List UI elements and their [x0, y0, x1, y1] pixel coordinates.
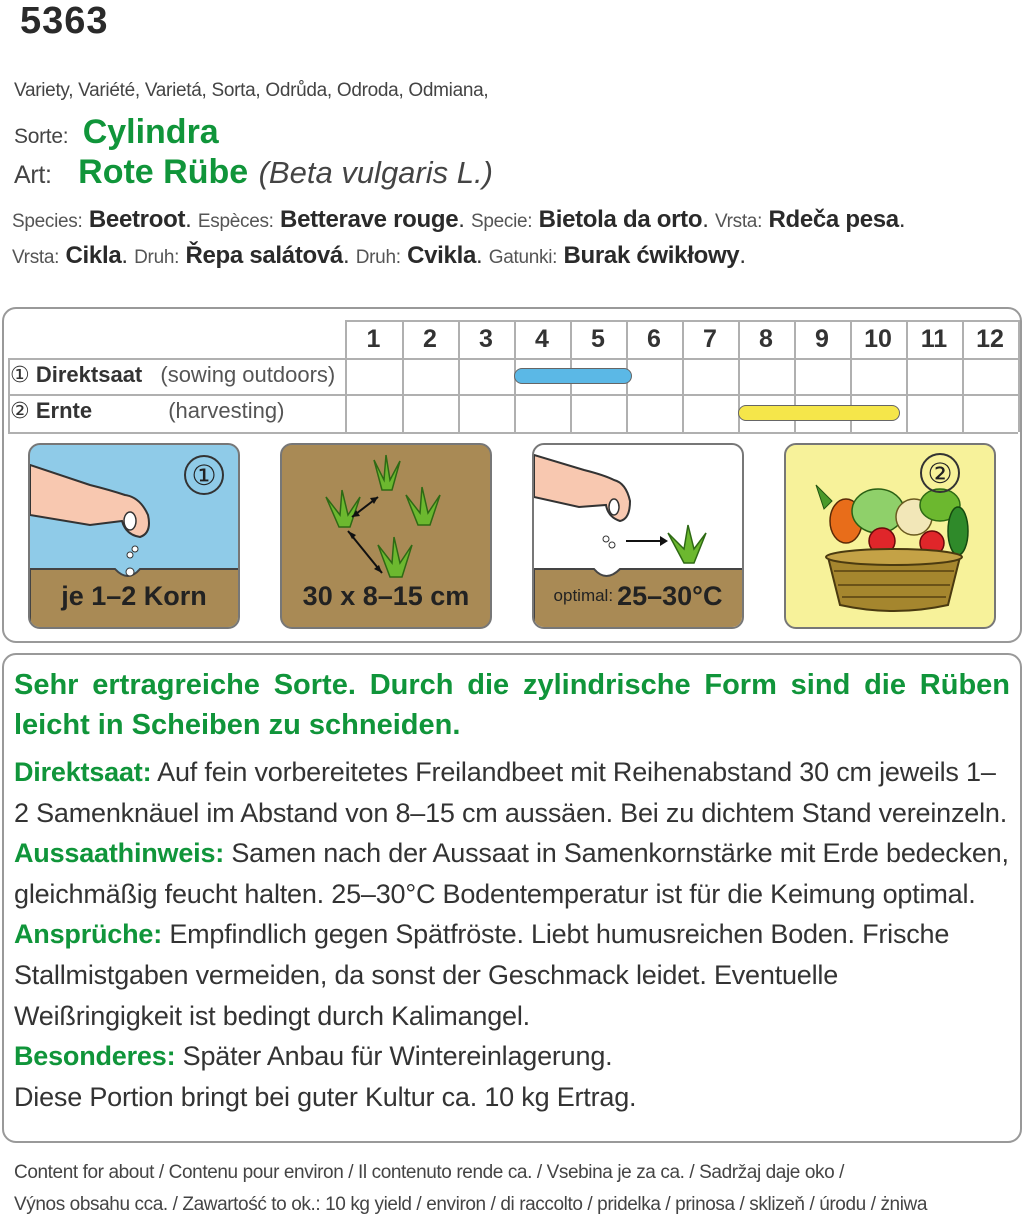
month-header: 7 [703, 324, 717, 353]
species-value: Rdeča pesa [768, 206, 899, 233]
tile-caption: 30 x 8–15 cm [302, 580, 470, 611]
tile-spacing [280, 443, 492, 629]
aussaat-label: Aussaathinweis: [14, 838, 225, 869]
content-footer [14, 1157, 927, 1219]
species-value: Beetroot [88, 206, 186, 233]
description-body [14, 752, 1010, 1117]
grid-hline [8, 358, 1018, 360]
grid-vline [345, 320, 347, 432]
grid-vline [962, 320, 964, 432]
grid-vline [402, 320, 404, 432]
article-number: 5363 [20, 0, 109, 42]
footer-line-1: Content for about / Contenu pour environ / Il contenuto rende ca. / Vsebina je za ca. / Sadržaj daje oko / [14, 1162, 845, 1183]
direktsaat-label: Direktsaat: [14, 757, 152, 787]
art-label: Art: [14, 161, 52, 189]
month-header: 12 [976, 324, 1004, 353]
harvest-period-bar [738, 405, 900, 421]
species-label: Species: [12, 211, 83, 232]
tile-caption: je 1–2 Korn [61, 580, 207, 611]
grid-vline [1018, 320, 1020, 432]
yield-text: Diese Portion bringt bei guter Kultur ca. 10 kg Ertrag. [14, 1081, 637, 1112]
row-title: Ernte [35, 398, 93, 423]
species-label: Gatunki: [488, 247, 558, 268]
ansprueche-text: Empfindlich gegen Spätfröste. Liebt humusreichen Boden. Frische Stallmistgaben vermeiden, da sonst der Geschmack leidet. Eventuelle Weißringigkeit ist bedingt durch Kalimangel. [14, 919, 950, 1031]
grid-hline [8, 394, 1018, 396]
species-label: Druh: [355, 247, 401, 268]
row-translation: (harvesting) [168, 398, 285, 423]
species-label: Vrsta: [714, 211, 763, 232]
row-marker: ① [10, 362, 30, 387]
species-value: Cikla [65, 242, 122, 269]
row-title: Direktsaat [35, 362, 143, 387]
description-headline: Sehr ertragreiche Sorte. Durch die zylindrische Form sind die Rüben leicht in Scheiben zu schneiden. [14, 669, 1010, 741]
species-value: Cvikla [407, 242, 476, 269]
row-translation: (sowing outdoors) [160, 362, 336, 387]
calendar-row-label-ernte [10, 398, 284, 424]
grid-vline [458, 320, 460, 432]
variety-name: Cylindra [82, 113, 219, 151]
footer-line-2: Výnos obsahu cca. / Zawartość to ok.: 10 kg yield / environ / di raccolto / pridelka / prinosa / sklizeň / úrodu / żniwa [14, 1194, 928, 1215]
calendar-row-label-direktsaat [10, 362, 335, 388]
month-header: 5 [591, 324, 605, 353]
step-marker: ② [920, 453, 960, 493]
month-header: 2 [423, 324, 437, 353]
species-value: Řepa salátová [185, 242, 343, 269]
aussaat-text: Samen nach der Aussaat in Samenkornstärke mit Erde bedecken, gleichmäßig feucht halten. 25–30°C Bodentemperatur ist für die Keimung optimal. [14, 838, 1009, 909]
step-marker: ① [184, 455, 224, 495]
grid-vline [906, 320, 908, 432]
sorte-row [14, 113, 219, 152]
species-label: Vrsta: [12, 247, 60, 268]
species-label: Espèces: [197, 211, 274, 232]
species-line-1: Species: Beetroot. Espèces: Betterave rouge. Specie: Bietola da orto. Vrsta: Rdeča pesa. [12, 206, 906, 233]
species-line-2: Vrsta: Cikla. Druh: Řepa salátová. Druh: Cvikla. Gatunki: Burak ćwikłowy. [12, 242, 746, 269]
month-header: 10 [864, 324, 892, 353]
direktsaat-text: Auf fein vorbereitetes Freilandbeet mit Reihenabstand 30 cm jeweils 1–2 Samenknäuel im Abstand von 8–15 cm aussäen. Bei zu dichtem Stand vereinzeln. [14, 757, 1007, 828]
besonderes-text: Später Anbau für Wintereinlagerung. [175, 1041, 613, 1072]
tile-harvest [784, 443, 996, 629]
month-header: 11 [920, 324, 948, 353]
month-header: 8 [759, 324, 773, 353]
species-label: Specie: [471, 211, 533, 232]
sowing-period-bar [514, 368, 632, 384]
species-value: Bietola da orto [538, 206, 703, 233]
tile-caption-small: optimal: [553, 586, 614, 605]
month-header: 1 [366, 324, 381, 353]
grid-vline [682, 320, 684, 432]
art-row [14, 153, 493, 192]
variety-languages-line: Variety, Variété, Varietá, Sorta, Odrůda, Odroda, Odmiana, [14, 80, 489, 101]
tile-sowing [28, 443, 240, 629]
grid-hline [8, 432, 1018, 434]
besonderes-label: Besonderes: [14, 1041, 176, 1072]
month-header: 6 [647, 324, 661, 353]
month-header: 4 [535, 324, 549, 353]
species-value: Burak ćwikłowy [563, 242, 740, 269]
species-name: Rote Rübe [78, 153, 249, 191]
latin-name: (Beta vulgaris L.) [258, 155, 493, 190]
sorte-label: Sorte: [14, 125, 69, 148]
tile-caption [534, 565, 742, 627]
grid-hline [345, 320, 1018, 322]
month-header: 3 [479, 324, 493, 353]
month-header: 9 [815, 324, 829, 353]
tile-germination [532, 443, 744, 629]
row-marker: ② [10, 398, 30, 423]
tile-caption-value: 25–30°C [617, 580, 723, 611]
vegetable-basket-icon [786, 445, 996, 629]
species-label: Druh: [134, 247, 180, 268]
species-value: Betterave rouge [280, 206, 459, 233]
ansprueche-label: Ansprüche: [14, 919, 163, 950]
